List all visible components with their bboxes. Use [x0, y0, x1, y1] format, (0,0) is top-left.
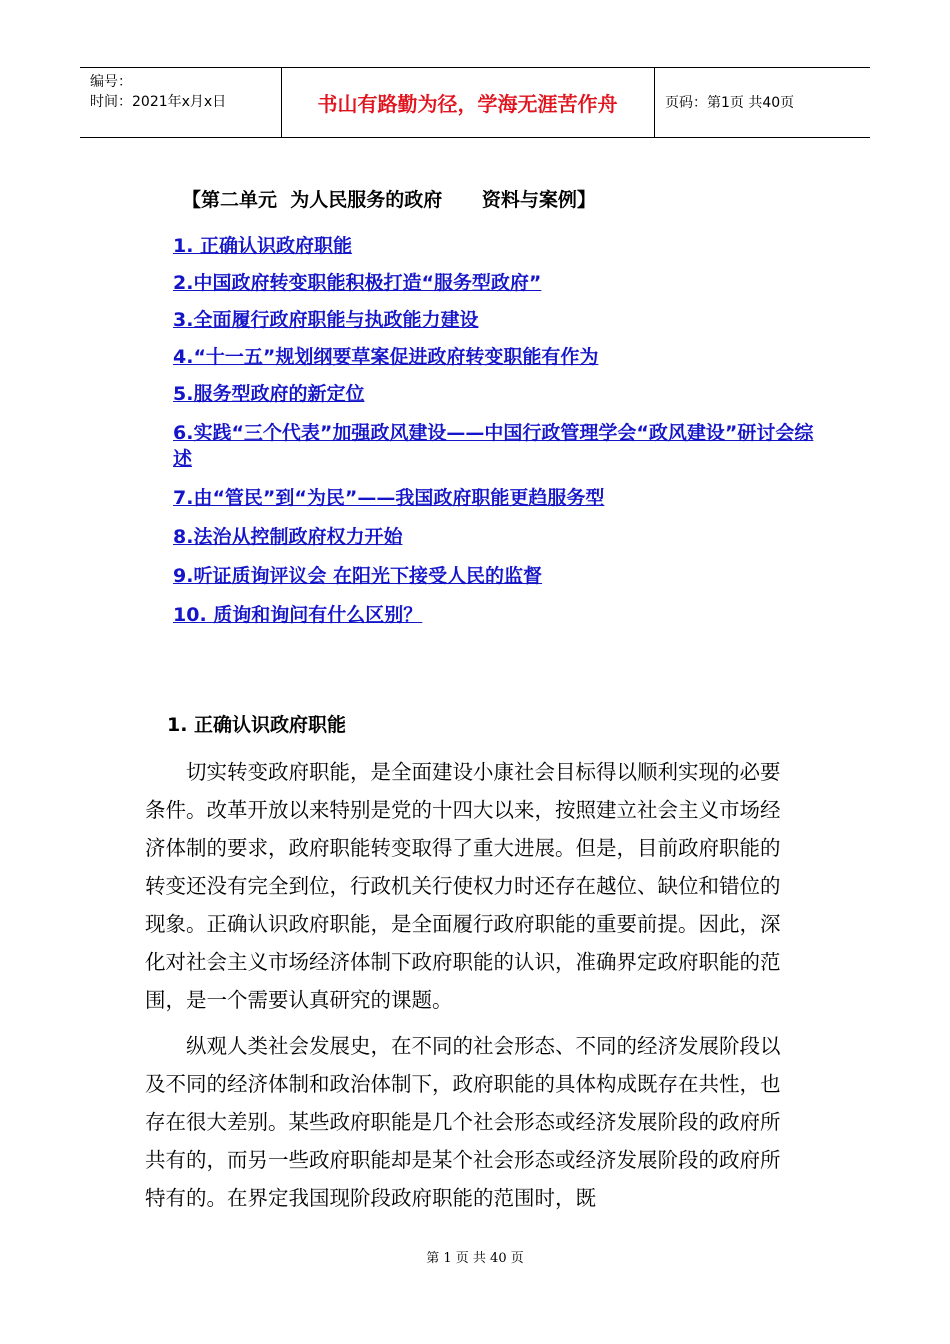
toc-link-5[interactable]: 5.服务型政府的新定位 — [173, 383, 365, 405]
unit-title: 【第二单元 为人民服务的政府 资料与案例】 — [182, 189, 596, 211]
toc-link-8[interactable]: 8.法治从控制政府权力开始 — [173, 526, 403, 548]
toc-link-1[interactable]: 1. 正确认识政府职能 — [173, 235, 353, 257]
paragraph: 纵观人类社会发展史，在不同的社会形态、不同的经济发展阶段以及不同的经济体制和政治体制下，政府职能的具体构成既存在共性，也存在很大差别。某些政府职能是几个社会形态或经济发展阶段的政府所共有的，而另一些政府职能却是某个社会形态或经济发展阶段的政府所特有的。在界定我国现阶段政府职能的范围时，既 — [145, 1034, 781, 1210]
toc-link-4[interactable]: 4.“十一五”规划纲要草案促进政府转变职能有作为 — [173, 346, 599, 368]
toc-link-7[interactable]: 7.由“管民”到“为民”——我国政府职能更趋服务型 — [173, 487, 605, 509]
toc-link-2[interactable]: 2.中国政府转变职能积极打造“服务型政府” — [173, 272, 542, 294]
section-body — [145, 753, 800, 1225]
section-heading: 1. 正确认识政府职能 — [167, 714, 347, 736]
time-label: 时间：2021年x月x日 — [90, 94, 227, 110]
toc-link-9[interactable]: 9.听证质询评议会 在阳光下接受人民的监督 — [173, 565, 543, 587]
toc-link-10[interactable]: 10. 质询和询问有什么区别？ — [173, 604, 423, 626]
toc-link-3[interactable]: 3.全面履行政府职能与执政能力建设 — [173, 309, 479, 331]
toc-link-6[interactable]: 6.实践“三个代表”加强政风建设——中国行政管理学会“政风建设”研讨会综述 — [173, 422, 814, 470]
header-table — [80, 67, 870, 138]
header-motto: 书山有路勤为径，学海无涯苦作舟 — [317, 92, 618, 116]
paragraph: 切实转变政府职能，是全面建设小康社会目标得以顺利实现的必要条件。改革开放以来特别是党的十四大以来，按照建立社会主义市场经济体制的要求，政府职能转变取得了重大进展。但是，目前政府职能的转变还没有完全到位，行政机关行使权力时还存在越位、缺位和错位的现象。正确认识政府职能，是全面履行政府职能的重要前提。因此，深化对社会主义市场经济体制下政府职能的认识，准确界定政府职能的范围，是一个需要认真研究的课题。 — [145, 760, 781, 1012]
header-left-cell — [90, 72, 226, 112]
header-divider — [654, 68, 655, 137]
table-of-contents — [173, 233, 823, 628]
page-footer: 第 1 页 共 40 页 — [426, 1251, 524, 1266]
number-label: 编号： — [90, 74, 132, 90]
header-page-label: 页码：第1页 共40页 — [665, 95, 795, 111]
